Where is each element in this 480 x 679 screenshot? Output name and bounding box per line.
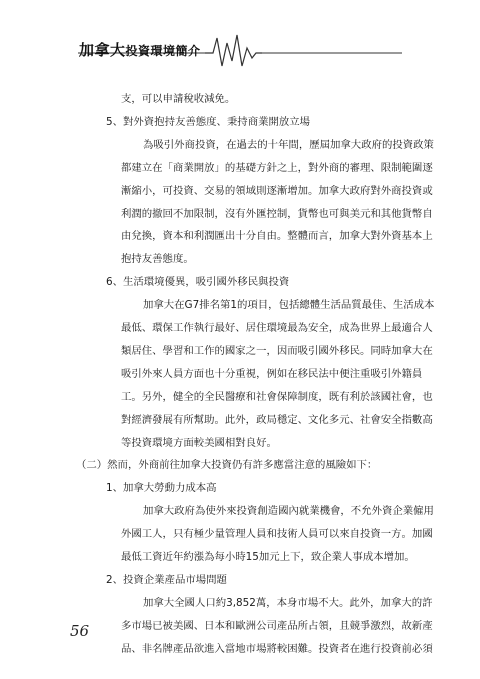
section-heading: 1、加拿大勞動力成本高: [106, 482, 217, 495]
section-heading: 5、對外資抱持友善態度、秉持商業開放立場: [106, 115, 311, 128]
header-title-sub: 投資環境簡介: [125, 44, 201, 58]
subsection-heading: （二）然而，外商前往加拿大投資仍有許多應當注意的風險如下：: [76, 459, 378, 472]
body-line: 最低、環保工作執行最好、居住環境最為安全，成為世界上最適合人: [121, 322, 433, 334]
body-line: 外國工人，只有極少量管理人員和技術人員可以來自投資一方。加國: [121, 528, 433, 541]
body-line: 漸縮小，可投資、交易的領域則逐漸增加。加拿大政府對外商投資或: [121, 184, 433, 197]
body-line: 由兌換，資本和利潤匯出十分自由。整體而言，加拿大對外資基本上: [121, 230, 433, 243]
body-line: 支，可以申請稅收減免。: [121, 93, 236, 105]
section-heading: 6、生活環境優異，吸引國外移民與投資: [106, 276, 290, 289]
body-line: 加拿大全國人口約3,852萬，本身市場不大。此外，加拿大的許: [143, 596, 433, 609]
body-line: 工。另外，健全的全民醫療和社會保障制度，既有利於該國社會，也: [121, 390, 433, 403]
body-line: 最低工資近年約漲為每小時15加元上下，致企業人事成本增加。: [121, 551, 415, 563]
header-title-main: 加拿大: [79, 41, 126, 59]
page-number: 56: [70, 622, 90, 640]
body-line: 加拿大政府為使外來投資創造國內就業機會，不允外資企業僱用: [143, 505, 434, 518]
body-line: 對經濟發展有所幫助。此外，政局穩定、文化多元、社會安全指數高: [121, 413, 433, 426]
body-line: 都建立在「商業開放」的基礎方針之上，對外商的審理、限制範圍逐: [121, 161, 433, 174]
body-line: 多市場已被美國、日本和歐洲公司產品所占領，且競爭激烈，故新產: [121, 619, 433, 632]
body-line: 抱持友善態度。: [121, 253, 194, 266]
body-line: 類居住、學習和工作的國家之一，因而吸引國外移民。同時加拿大在: [121, 344, 433, 357]
body-line: 吸引外來人員方面也十分重視，例如在移民法中便注重吸引外籍員: [121, 367, 423, 380]
body-line: 為吸引外商投資，在過去的十年間，歷屆加拿大政府的投資政策: [143, 138, 434, 151]
section-heading: 2、投資企業產品市場問題: [106, 573, 227, 586]
body-line: 加拿大在G7排名第1的項目，包括總體生活品質最佳、生活成本: [143, 299, 435, 312]
body-line: 品、非名牌產品欲進入當地市場將較困難。投資者在進行投資前必須: [121, 642, 433, 655]
body-line: 利潤的撤回不加限制，沒有外匯控制，貨幣也可與美元和其他貨幣自: [121, 207, 433, 220]
body-line: 等投資環境方面較美國相對良好。: [121, 436, 277, 449]
